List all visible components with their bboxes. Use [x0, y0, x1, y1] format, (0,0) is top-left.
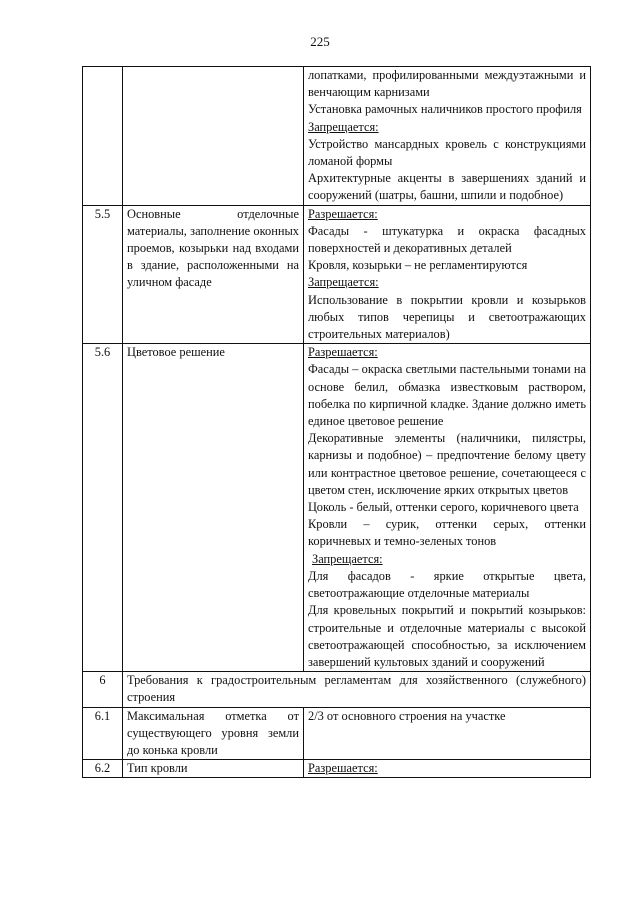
- prohibited-heading: Запрещается:: [308, 119, 379, 134]
- row-content: [304, 205, 591, 344]
- regulations-table: [82, 66, 591, 778]
- row-name: [123, 344, 304, 672]
- content-line: 2/3 от основного строения на участке: [308, 708, 506, 723]
- table-row: [83, 344, 591, 672]
- row-content: [304, 760, 591, 778]
- row-name: [123, 760, 304, 778]
- content-line: Декоративные элементы (наличники, пилястры, карнизы и подобное) – предпочтение белому цвету или контрастное цветовое решение, сочетающееся с цветом стен, исключение ярких открытых цветов: [308, 431, 586, 497]
- content-line: Установка рамочных наличников простого профиля: [308, 102, 582, 117]
- content-line: Устройство мансардных кровель с конструкциями ломаной формы: [308, 136, 586, 169]
- row-name-text: Максимальная отметка от существующего уровня земли до конька кровли: [127, 708, 299, 757]
- page-number: 225: [310, 34, 330, 49]
- table-row: [83, 672, 591, 707]
- row-name-text: Тип кровли: [127, 761, 188, 776]
- allowed-heading: Разрешается:: [308, 345, 378, 360]
- row-number: [83, 67, 123, 206]
- content-line: Фасады - штукатурка и окраска фасадных поверхностей и декоративных деталей: [308, 223, 586, 256]
- content-line: Для фасадов - яркие открытые цвета, светоотражающие отделочные материалы: [308, 568, 586, 601]
- prohibited-heading: Запрещается:: [308, 275, 379, 290]
- table-row: [83, 205, 591, 344]
- content-line: Использование в покрытии кровли и козырьков любых типов черепицы и светоотражающих строительных материалов): [308, 292, 586, 342]
- section-heading: Требования к градостроительным регламентам для хозяйственного (служебного) строения: [123, 672, 591, 707]
- row-name: [123, 67, 304, 206]
- content-line: лопатками, профилированными междуэтажными и венчающим карнизами: [308, 68, 586, 100]
- content-line: Кровли – сурик, оттенки серых, оттенки коричневых и темно-зеленых тонов: [308, 517, 586, 549]
- row-name: [123, 707, 304, 760]
- table-row: [83, 707, 591, 760]
- row-content: [304, 67, 591, 206]
- table-row: [83, 760, 591, 778]
- content-line: Кровля, козырьки – не регламентируются: [308, 258, 528, 273]
- prohibited-heading: Запрещается:: [312, 551, 383, 566]
- row-name: [123, 205, 304, 344]
- row-name-text: Цветовое решение: [127, 345, 225, 360]
- row-number: 6: [83, 672, 123, 707]
- table-row: [83, 67, 591, 206]
- content-line: Для кровельных покрытий и покрытий козырьков: строительные и отделочные материалы с высокой светоотражающей способностью, за исключением завершений культовых зданий и сооружений: [308, 603, 586, 669]
- content-line: Архитектурные акценты в завершениях зданий и сооружений (шатры, башни, шпили и подобное): [308, 171, 586, 203]
- row-content: [304, 707, 591, 760]
- row-number: 6.1: [83, 707, 123, 760]
- content-line: Фасады – окраска светлыми пастельными тонами на основе белил, обмазка известковым раствором, побелка по кирпичной кладке. Здание должно иметь единое цветовое решение: [308, 362, 586, 429]
- row-content: [304, 344, 591, 672]
- allowed-heading: Разрешается:: [308, 206, 378, 221]
- row-name-text: Основные отделочные материалы, заполнение оконных проемов, козырьки над входами в здание, расположенными на уличном фасаде: [127, 206, 299, 290]
- allowed-heading: Разрешается:: [308, 761, 378, 776]
- row-number: 6.2: [83, 760, 123, 778]
- content-line: Цоколь - белый, оттенки серого, коричневого цвета: [308, 500, 579, 515]
- row-number: 5.6: [83, 344, 123, 672]
- row-number: 5.5: [83, 205, 123, 344]
